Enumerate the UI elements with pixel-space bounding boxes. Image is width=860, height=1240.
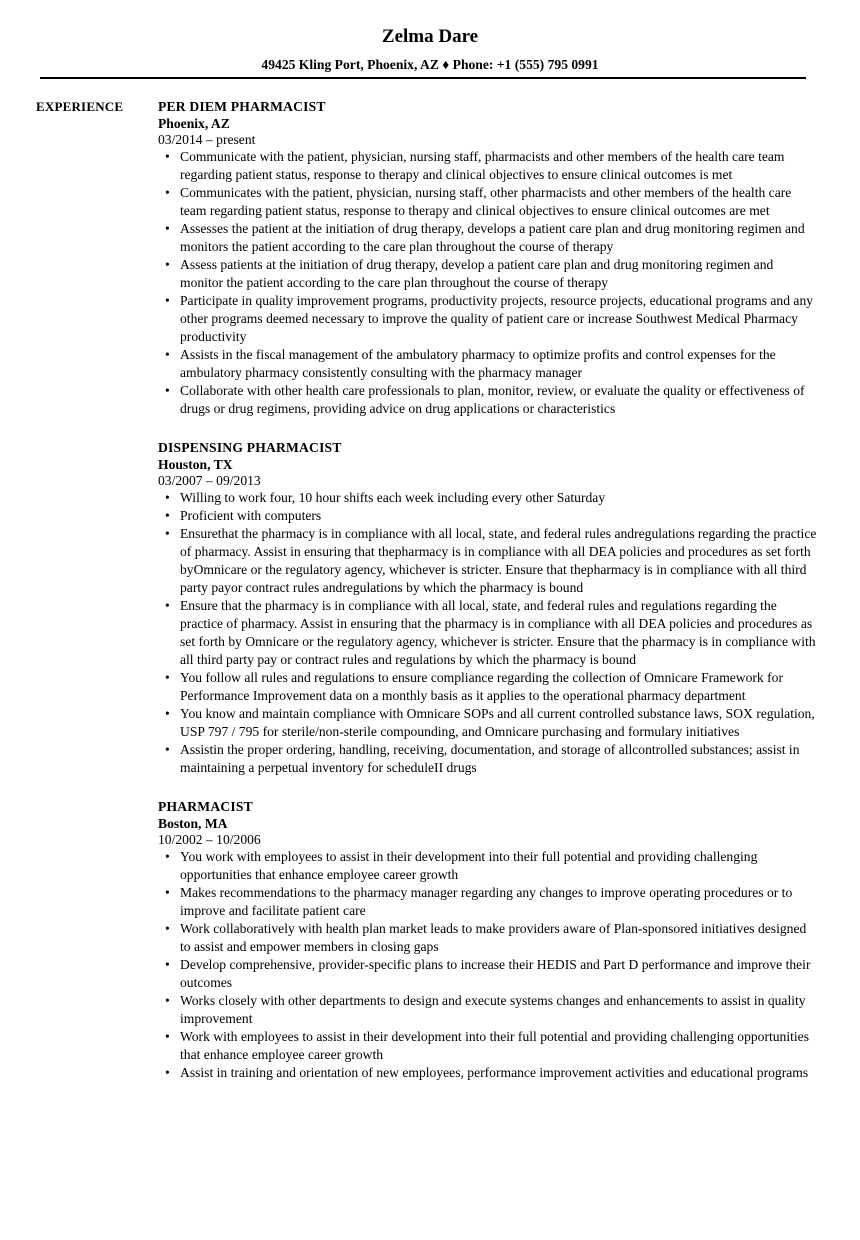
job-bullet: • Assistin the proper ordering, handling, receiving, documentation, and storage of allcontrolled substances; assist in maintaining a perpetual inventory for scheduleII drugs	[180, 741, 818, 777]
job-bullet: • Proficient with computers	[180, 507, 818, 525]
job-entry	[158, 439, 818, 777]
job-bullet-list	[158, 489, 818, 777]
job-bullet: • You work with employees to assist in their development into their full potential and providing challenging opportunities that enhance employee career growth	[180, 848, 818, 884]
job-bullet: • Ensurethat the pharmacy is in compliance with all local, state, and federal rules andregulations regarding the practice of pharmacy. Assist in ensuring that thepharmacy is in compliance with all DEA policies and procedures as set forth byOmnicare or the regulatory agency, whichever is stricter. Ensure that thepharmacy is in compliance with all third party payor contract rules andregulations by which the pharmacy is bound	[180, 525, 818, 597]
job-bullet: • Assist in training and orientation of new employees, performance improvement activities and educational programs	[180, 1064, 818, 1082]
job-location: Houston, TX	[158, 457, 233, 472]
job-bullet: • Communicate with the patient, physician, nursing staff, pharmacists and other members of the health care team regarding patient status, response to therapy and clinical objectives to ensure clinical outcomes is met	[180, 148, 818, 184]
candidate-name: Zelma Dare	[381, 26, 479, 47]
job-bullet-list	[158, 848, 818, 1082]
job-bullet: • Works closely with other departments to design and execute systems changes and enhancements to assist in quality improvement	[180, 992, 818, 1028]
job-location: Boston, MA	[158, 816, 228, 831]
job-bullet: • Work with employees to assist in their development into their full potential and providing challenging opportunities that enhance employee career growth	[180, 1028, 818, 1064]
job-bullet: • Willing to work four, 10 hour shifts each week including every other Saturday	[180, 489, 818, 507]
job-bullet-list	[158, 148, 818, 418]
job-bullet: • Collaborate with other health care professionals to plan, monitor, review, or evaluate the quality or effectiveness of drugs or drug regimens, providing advice on drug applications or characteristics	[180, 382, 818, 418]
job-dates: 03/2007 – 09/2013	[158, 473, 261, 488]
job-bullet: • You follow all rules and regulations to ensure compliance regarding the collection of Omnicare Framework for Performance Improvement data on a monthly basis as it applies to the operational pharmacy department	[180, 669, 818, 705]
job-bullet: • Work collaboratively with health plan market leads to make providers aware of Plan-sponsored initiatives designed to assist and empower members in closing gaps	[180, 920, 818, 956]
job-bullet: • Assesses the patient at the initiation of drug therapy, develops a patient care plan and drug monitoring regimen and monitors the patient according to the care plan throughout the course of therapy	[180, 220, 818, 256]
job-bullet: • Assess patients at the initiation of drug therapy, develop a patient care plan and drug monitoring regimen and monitor the patient according to the care plan throughout the course of therapy	[180, 256, 818, 292]
resume-header	[0, 0, 860, 74]
job-bullet: • You know and maintain compliance with Omnicare SOPs and all current controlled substance laws, SOX regulation, USP 797 / 795 for sterile/non-sterile compounding, and Omnicare purchasing and formulary initiatives	[180, 705, 818, 741]
job-title: DISPENSING PHARMACIST	[158, 440, 342, 455]
contact-line: 49425 Kling Port, Phoenix, AZ ♦ Phone: +1 (555) 795 0991	[261, 57, 599, 72]
job-dates: 03/2014 – present	[158, 132, 256, 147]
job-dates: 10/2002 – 10/2006	[158, 832, 261, 847]
job-bullet: • Assists in the fiscal management of the ambulatory pharmacy to optimize profits and control expenses for the ambulatory pharmacy consistently consulting with the pharmacy manager	[180, 346, 818, 382]
job-bullet: • Makes recommendations to the pharmacy manager regarding any changes to improve operating procedures or to improve and facilitate patient care	[180, 884, 818, 920]
header-divider	[40, 77, 806, 79]
job-title: PER DIEM PHARMACIST	[158, 99, 326, 114]
section-label-experience: EXPERIENCE	[36, 99, 124, 114]
job-bullet: • Develop comprehensive, provider-specific plans to increase their HEDIS and Part D performance and improve their outcomes	[180, 956, 818, 992]
job-bullet: • Participate in quality improvement programs, productivity projects, resource projects, educational programs and any other programs deemed necessary to improve the quality of patient care or increase Southwest Medical Pharmacy productivity	[180, 292, 818, 346]
job-bullet: • Communicates with the patient, physician, nursing staff, other pharmacists and other members of the health care team regarding patient status, response to therapy and clinical objectives to ensure clinical outcomes are met	[180, 184, 818, 220]
experience-section	[158, 98, 818, 1103]
job-entry	[158, 798, 818, 1082]
job-title: PHARMACIST	[158, 799, 253, 814]
job-bullet: • Ensure that the pharmacy is in compliance with all local, state, and federal rules and regulations regarding the practice of pharmacy. Assist in ensuring that the pharmacy is in compliance with all DEA policies and procedures as set forth by Omnicare or the regulatory agency, whichever is stricter. Ensure that the pharmacy is in compliance with all third party pay or contract rules and regulations by which the pharmacy is bound	[180, 597, 818, 669]
job-location: Phoenix, AZ	[158, 116, 230, 131]
job-entry	[158, 98, 818, 418]
